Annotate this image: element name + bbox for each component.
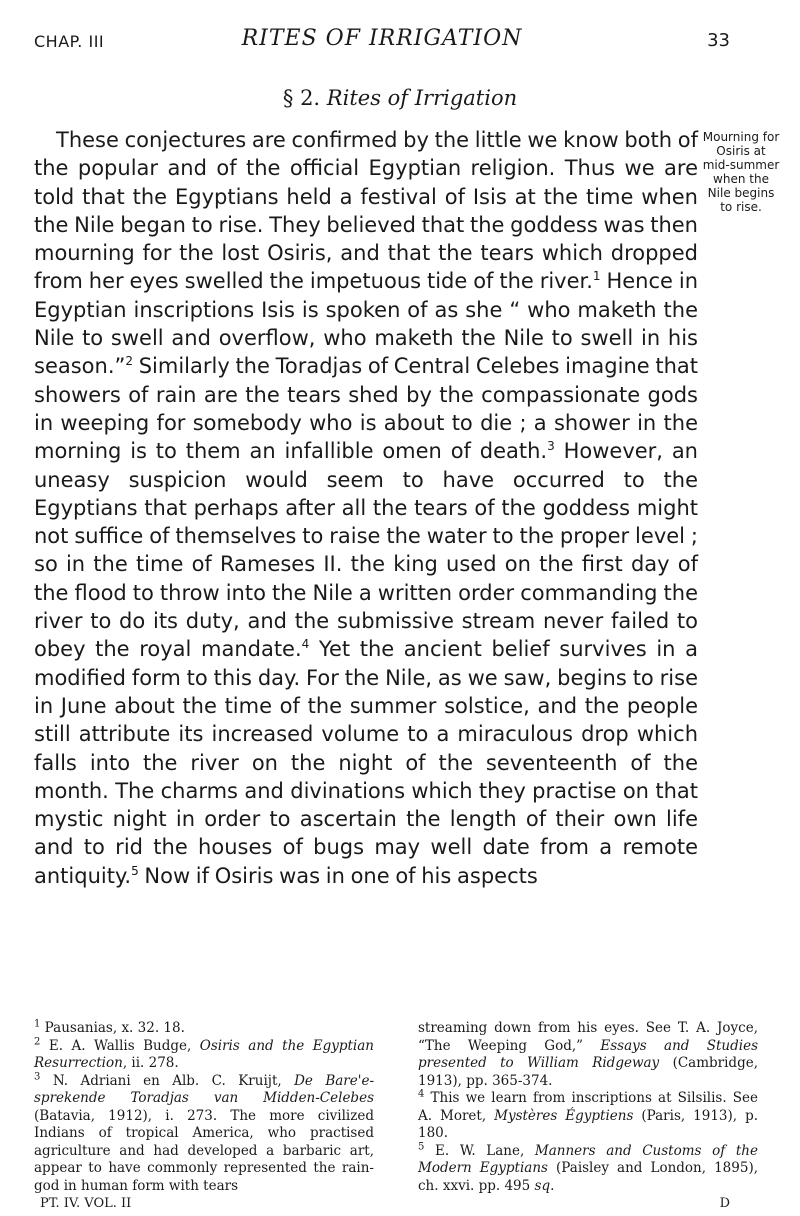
footnote-number: 2: [34, 1036, 41, 1047]
footnote-4: [418, 1090, 758, 1143]
footnote-column-right: [418, 1020, 758, 1195]
footnote-title: Mystères Égyptiens: [494, 1107, 634, 1124]
footnote-2: [34, 1038, 374, 1073]
footnote-text: E. A. Wallis Budge,: [48, 1037, 200, 1054]
footnote-text: (Cambridge, 1913), pp. 365-374.: [418, 1055, 758, 1089]
footnote-ref: 4: [301, 637, 310, 652]
text-run: These conjectures are confirmed by the little we know both of the popular and of the official Egyptian religion. Thus we are told that the Egyptians held a festival of Isis at the time when the Nile began to rise. They believed that the goddess was then mourning for the lost Osiris, and that the tears which dropped from her eyes swelled the impetuous tide of the river.: [34, 128, 698, 294]
section-heading: [0, 86, 800, 110]
signature-mark: PT. IV. VOL. II: [40, 1196, 132, 1211]
footnote-abbrev: sq: [534, 1177, 551, 1194]
footnote-ref: 1: [592, 269, 601, 284]
running-title: RITES OF IRRIGATION: [241, 26, 523, 51]
footnote-1: [34, 1020, 374, 1038]
footnote-number: 3: [34, 1071, 41, 1082]
footnote-number: 4: [418, 1088, 425, 1100]
footnote-5: [418, 1143, 758, 1196]
footnote-title: De Bare'e-sprekende Toradjas van Midden-Celebes: [34, 1072, 375, 1106]
footnote-ref: 2: [125, 354, 134, 369]
footnote-text: .: [550, 1177, 555, 1194]
marginal-note: Mourning for Osiris at mid-summer when the Nile begins to rise.: [702, 130, 780, 214]
gathering-letter: D: [719, 1196, 730, 1211]
footnote-title: Essays and Studies presented to William Ridgeway: [418, 1037, 758, 1071]
footnote-number: 5: [418, 1141, 425, 1152]
text-run: However, an uneasy suspicion would seem to have occurred to the Egyptians that perhaps after all the tears of the goddess might not suffice of themselves to raise the water to the proper level ; so in the time of Rameses II. the king used on the first day of the flood to throw into the Nile a written order commanding the river to do its duty, and the submissive stream never failed to obey the royal mandate.: [34, 439, 698, 662]
text-run: Similarly the Toradjas of Central Celebes imagine that showers of rain are the tears shed by the compassionate gods in weeping for somebody who is about to die ; a shower in the morning is to them an infallible omen of death.: [34, 354, 698, 464]
footnote-text: (Paris, 1913), p. 180.: [418, 1107, 758, 1141]
footnote-text: E. W. Lane,: [435, 1142, 535, 1159]
footnote-text: N. Adriani en Alb. C. Kruijt,: [52, 1072, 295, 1089]
footnote-text: , ii. 278.: [122, 1055, 179, 1071]
main-text: [34, 126, 698, 890]
text-run: Now if Osiris was in one of his aspects: [138, 863, 538, 888]
footnote-text: streaming down from his eyes. See T. A. Joyce, “The Weeping God,”: [418, 1020, 758, 1054]
paragraph: [34, 126, 698, 890]
page-number: 33: [707, 30, 730, 51]
text-run: Yet the ancient belief survives in a modified form to this day. For the Nile, as we saw, begins to rise in June about the time of the summer solstice, and the people still attribute its increased volume to a miraculous drop which falls into the river on the night of the seventeenth of the month. The charms and divinations which they practise on that mystic night in order to ascertain the length of their own life and to rid the houses of bugs may well date from a remote antiquity.: [34, 637, 698, 888]
footnote-column-left: [34, 1020, 374, 1195]
page-footer: [34, 1196, 730, 1212]
footnote-text: (Paisley and London, 1895), ch. xxvi. pp. 495: [418, 1160, 758, 1194]
footnote-text: This we learn from inscriptions at Silsilis. See A. Moret,: [418, 1090, 758, 1124]
section-title: Rites of Irrigation: [326, 86, 518, 110]
footnote-3-continued: [418, 1020, 758, 1090]
footnote-title: Manners and Customs of the Modern Egyptians: [418, 1142, 758, 1176]
footnote-title: Osiris and the Egyptian Resurrection: [34, 1037, 374, 1071]
footnote-text: Pausanias, x. 32. 18.: [44, 1020, 185, 1036]
footnote-text: (Batavia, 1912), i. 273. The more civilized Indians of tropical America, who practised agriculture and had developed a barbaric art, appear to have commonly represented the rain-god in human form with tears: [34, 1107, 374, 1194]
chapter-label: CHAP. III: [34, 32, 105, 51]
section-number: § 2.: [282, 86, 321, 110]
footnote-number: 1: [34, 1018, 41, 1030]
footnote-ref: 5: [131, 863, 139, 878]
text-run: Hence in Egyptian inscriptions Isis is spoken of as she “ who maketh the Nile to swell and overflow, who maketh the Nile to swell in his season.”: [34, 269, 699, 379]
footnote-ref: 3: [547, 439, 555, 454]
running-header: [34, 26, 730, 56]
footnote-3: [34, 1073, 374, 1196]
